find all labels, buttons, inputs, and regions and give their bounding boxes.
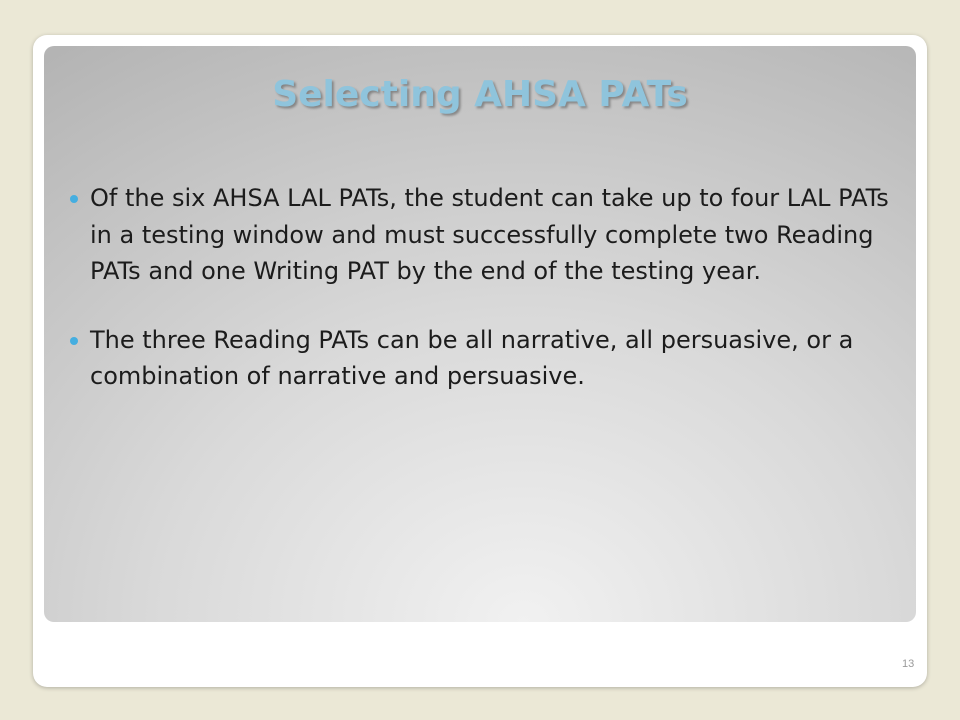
bullet-item: [70, 180, 890, 290]
page-number: 13: [902, 658, 915, 670]
slide-title: Selecting AHSA PATs: [272, 74, 688, 115]
bullet-text: The three Reading PATs can be all narrative, all persuasive, or a combination of narrative and persuasive.: [90, 325, 854, 390]
bullet-dot-icon: [70, 337, 78, 345]
bullet-list: [70, 180, 890, 427]
bullet-text: Of the six AHSA LAL PATs, the student can take up to four LAL PATs in a testing window and must successfully complete two Reading PATs and one Writing PAT by the end of the testing year.: [90, 184, 889, 285]
bullet-item: [70, 322, 890, 395]
bullet-dot-icon: [70, 195, 78, 203]
content-panel: [44, 46, 916, 622]
